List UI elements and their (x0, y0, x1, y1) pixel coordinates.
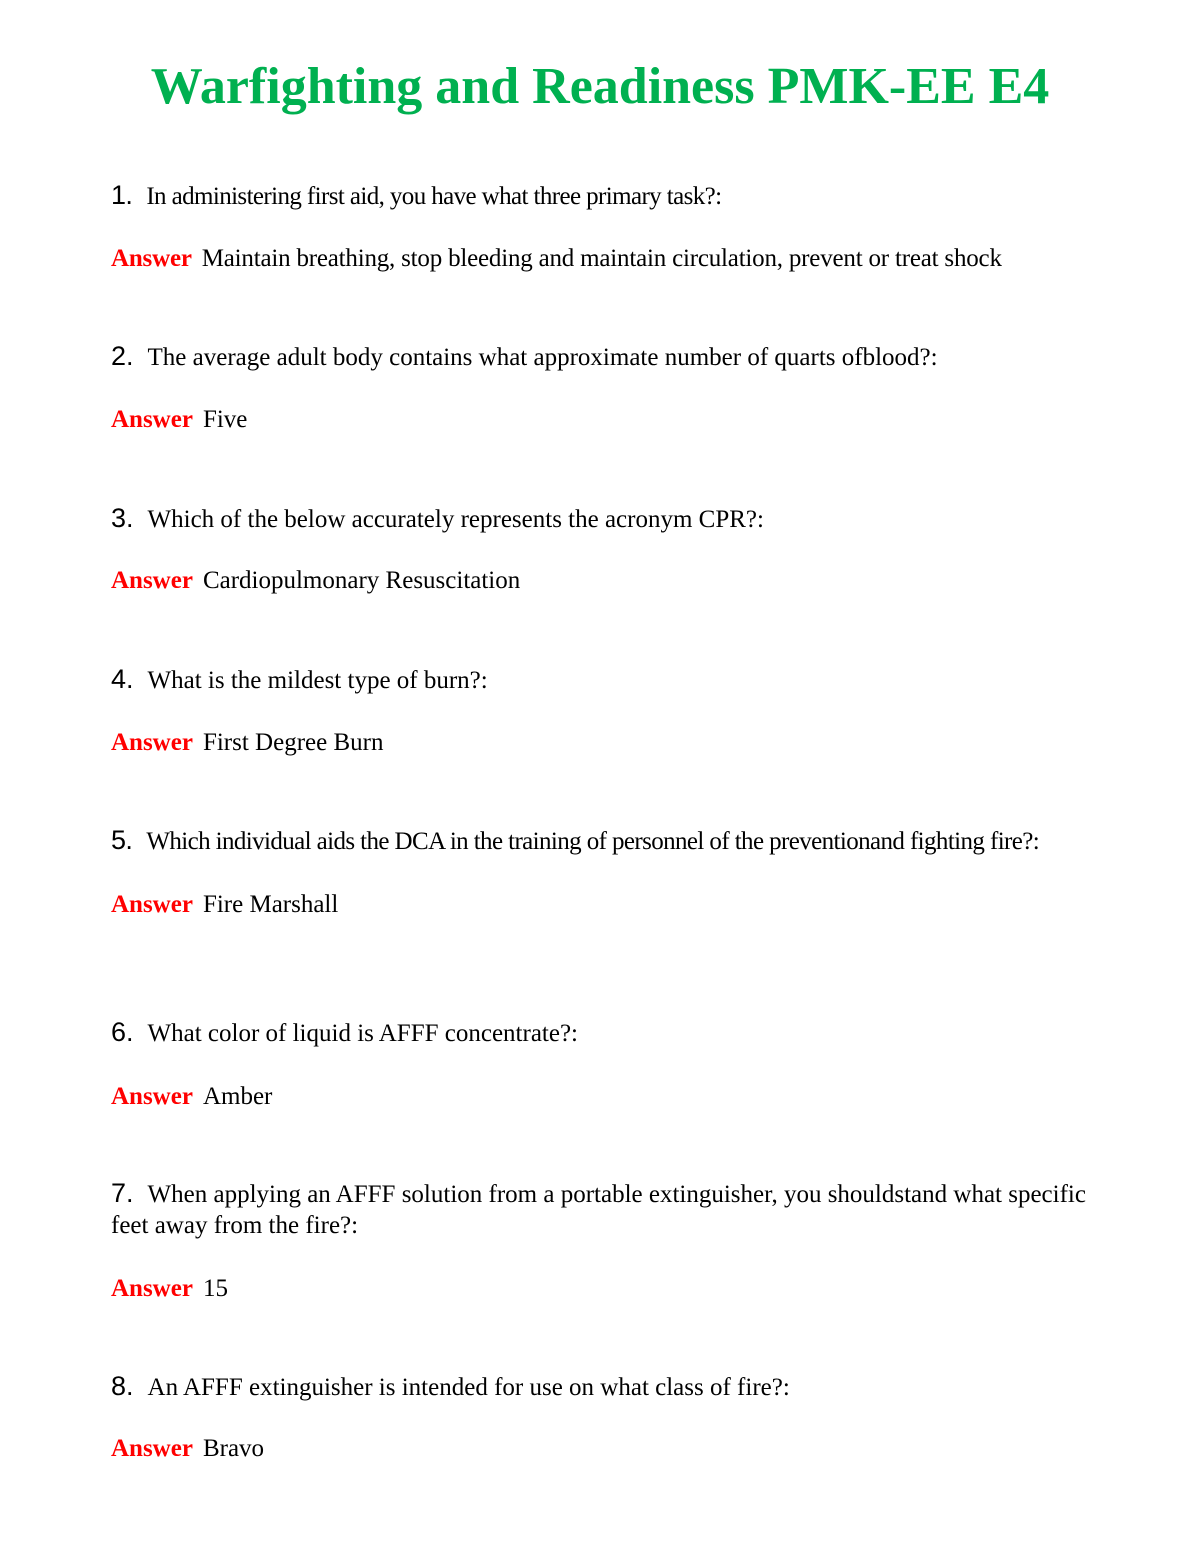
answer-text: Maintain breathing, stop bleeding and maintain circulation, prevent or treat shock (201, 245, 1002, 272)
page-title: Warfighting and Readiness PMK-EE E4 (150, 58, 1050, 115)
question-text: What color of liquid is AFFF concentrate?: (147, 1020, 578, 1047)
question-number: 3. (111, 503, 134, 533)
answer-text: Bravo (202, 1435, 265, 1462)
answer-text: First Degree Burn (202, 729, 384, 756)
qa-item-7 (111, 1178, 1111, 1304)
question-number: 7. (111, 1178, 134, 1208)
answer-5 (111, 889, 1041, 920)
answer-text: Amber (202, 1083, 273, 1110)
question-5 (111, 825, 1041, 857)
answer-3 (111, 565, 1121, 596)
answer-label: Answer (111, 891, 193, 918)
answer-text: Fire Marshall (202, 891, 339, 918)
question-text: An AFFF extinguisher is intended for use on what class of fire?: (147, 1374, 790, 1401)
question-text: When applying an AFFF solution from a portable extinguisher, you shouldstand what specific feet away from the fire?: (111, 1181, 1086, 1239)
question-8 (111, 1371, 1121, 1403)
answer-text: Five (202, 406, 248, 433)
question-text: The average adult body contains what approximate number of quarts ofblood?: (147, 344, 938, 371)
qa-item-5 (111, 825, 1041, 920)
answer-8 (111, 1433, 1121, 1464)
qa-item-1 (111, 180, 1121, 274)
question-6 (111, 1017, 1121, 1049)
question-text: In administering first aid, you have what three primary task?: (146, 183, 722, 210)
answer-text: Cardiopulmonary Resuscitation (202, 567, 521, 594)
answer-1 (111, 243, 1121, 274)
qa-item-4 (111, 664, 1121, 758)
answer-label: Answer (111, 1083, 193, 1110)
question-number: 5. (111, 825, 133, 855)
answer-label: Answer (111, 1435, 193, 1462)
answer-label: Answer (111, 1275, 193, 1302)
answer-text: 15 (202, 1275, 228, 1302)
qa-item-2 (111, 341, 1121, 435)
question-number: 1. (111, 180, 133, 210)
answer-7 (111, 1273, 1111, 1304)
question-3 (111, 503, 1121, 535)
question-text: Which individual aids the DCA in the training of personnel of the preventionand fighting fire?: (146, 828, 1040, 855)
answer-label: Answer (111, 729, 193, 756)
answer-label: Answer (111, 567, 193, 594)
question-number: 8. (111, 1371, 134, 1401)
question-2 (111, 341, 1121, 373)
answer-label: Answer (111, 245, 192, 272)
question-4 (111, 664, 1121, 696)
qa-item-8 (111, 1371, 1121, 1464)
question-1 (111, 180, 1121, 212)
question-text: What is the mildest type of burn?: (147, 667, 488, 694)
question-text: Which of the below accurately represents the acronym CPR?: (147, 506, 764, 533)
qa-item-3 (111, 503, 1121, 596)
answer-label: Answer (111, 406, 193, 433)
qa-item-6 (111, 1017, 1121, 1112)
answer-6 (111, 1081, 1121, 1112)
question-number: 4. (111, 664, 134, 694)
question-7 (111, 1178, 1111, 1241)
question-number: 6. (111, 1017, 134, 1047)
answer-4 (111, 727, 1121, 758)
question-number: 2. (111, 341, 134, 371)
answer-2 (111, 404, 1121, 435)
